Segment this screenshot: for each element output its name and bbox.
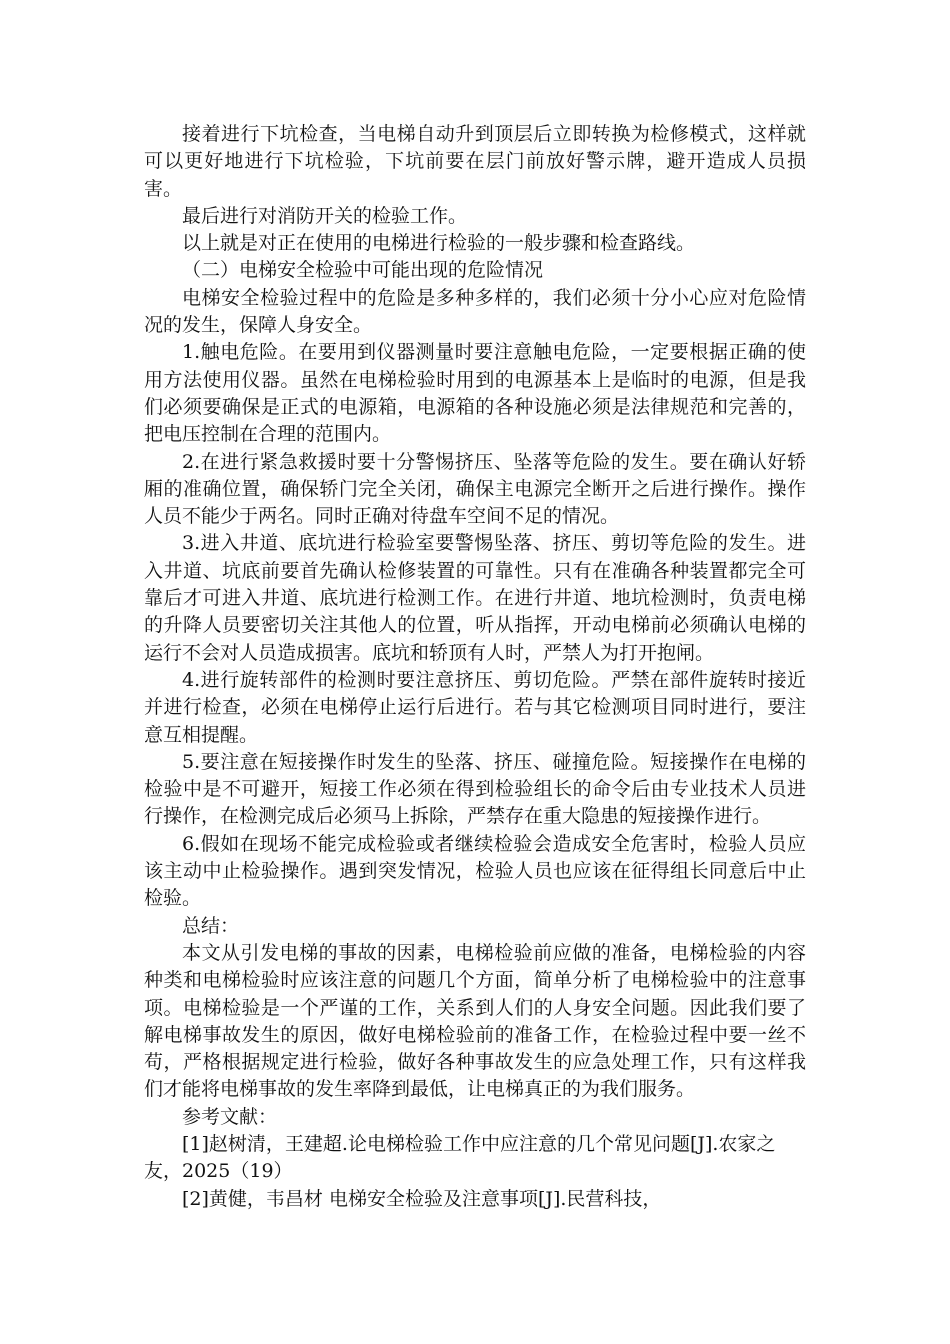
paragraph-danger-2: 2.在进行紧急救援时要十分警惕挤压、坠落等危险的发生。要在确认好轿厢的准确位置，确保轿门完全关闭，确保主电源完全断开之后进行操作。操作人员不能少于两名。同时正确对待盘车空间不足的情况。	[144, 450, 806, 528]
paragraph-danger-4: 4.进行旋转部件的检测时要注意挤压、剪切危险。严禁在部件旋转时接近并进行检查，必须在电梯停止运行后进行。若与其它检测项目同时进行，要注意互相提醒。	[144, 668, 806, 746]
section-heading-dangers: （二）电梯安全检验中可能出现的危险情况	[182, 259, 544, 282]
paragraph-danger-5: 5.要注意在短接操作时发生的坠落、挤压、碰撞危险。短接操作在电梯的检验中是不可避开，短接工作必须在得到检验组长的命令后由专业技术人员进行操作，在检测完成后必须马上拆除，严禁存在重大隐患的短接操作进行。	[144, 750, 806, 828]
document-page	[144, 121, 806, 1213]
reference-item-2: [2]黄健，韦昌材 电梯安全检验及注意事项[J].民营科技，	[182, 1187, 662, 1210]
paragraph-dangers-intro: 电梯安全检验过程中的危险是多种多样的，我们必须十分小心应对危险情况的发生，保障人身安全。	[144, 286, 806, 337]
heading-references: 参考文献：	[182, 1105, 278, 1128]
paragraph-danger-6: 6.假如在现场不能完成检验或者继续检验会造成安全危害时，检验人员应该主动中止检验操作。遇到突发情况，检验人员也应该在征得组长同意后中止检验。	[144, 832, 806, 910]
reference-item-1: [1]赵树清，王建超.论电梯检验工作中应注意的几个常见问题[J].农家之友，2025（19）	[144, 1132, 776, 1183]
paragraph-danger-1: 1.触电危险。在要用到仪器测量时要注意触电危险，一定要根据正确的使用方法使用仪器。虽然在电梯检验时用到的电源基本上是临时的电源，但是我们必须要确保是正式的电源箱，电源箱的各种设施必须是法律规范和完善的，把电压控制在合理的范围内。	[144, 341, 806, 446]
paragraph-pit-inspection: 接着进行下坑检查，当电梯自动升到顶层后立即转换为检修模式，这样就可以更好地进行下坑检验，下坑前要在层门前放好警示牌，避开造成人员损害。	[144, 123, 806, 200]
paragraph-danger-3: 3.进入井道、底坑进行检验室要警惕坠落、挤压、剪切等危险的发生。进入井道、坑底前要首先确认检修装置的可靠性。只有在准确各种装置都完全可靠后才可进入井道、底坑进行检测工作。在进行井道、地坑检测时，负责电梯的升降人员要密切关注其他人的位置，听从指挥，开动电梯前必须确认电梯的运行不会对人员造成损害。底坑和轿顶有人时，严禁人为打开抱闸。	[144, 532, 806, 664]
heading-conclusion: 总结：	[182, 914, 240, 937]
paragraph-fire-switch: 最后进行对消防开关的检验工作。	[182, 204, 468, 227]
paragraph-summary-route: 以上就是对正在使用的电梯进行检验的一般步骤和检查路线。	[182, 232, 696, 255]
paragraph-conclusion: 本文从引发电梯的事故的因素，电梯检验前应做的准备，电梯检验的内容种类和电梯检验时应该注意的问题几个方面，简单分析了电梯检验中的注意事项。电梯检验是一个严谨的工作，关系到人们的人身安全问题。因此我们要了解电梯事故发生的原因，做好电梯检验前的准备工作，在检验过程中要一丝不苟，严格根据规定进行检验，做好各种事故发生的应急处理工作，只有这样我们才能将电梯事故的发生率降到最低，让电梯真正的为我们服务。	[144, 941, 806, 1101]
